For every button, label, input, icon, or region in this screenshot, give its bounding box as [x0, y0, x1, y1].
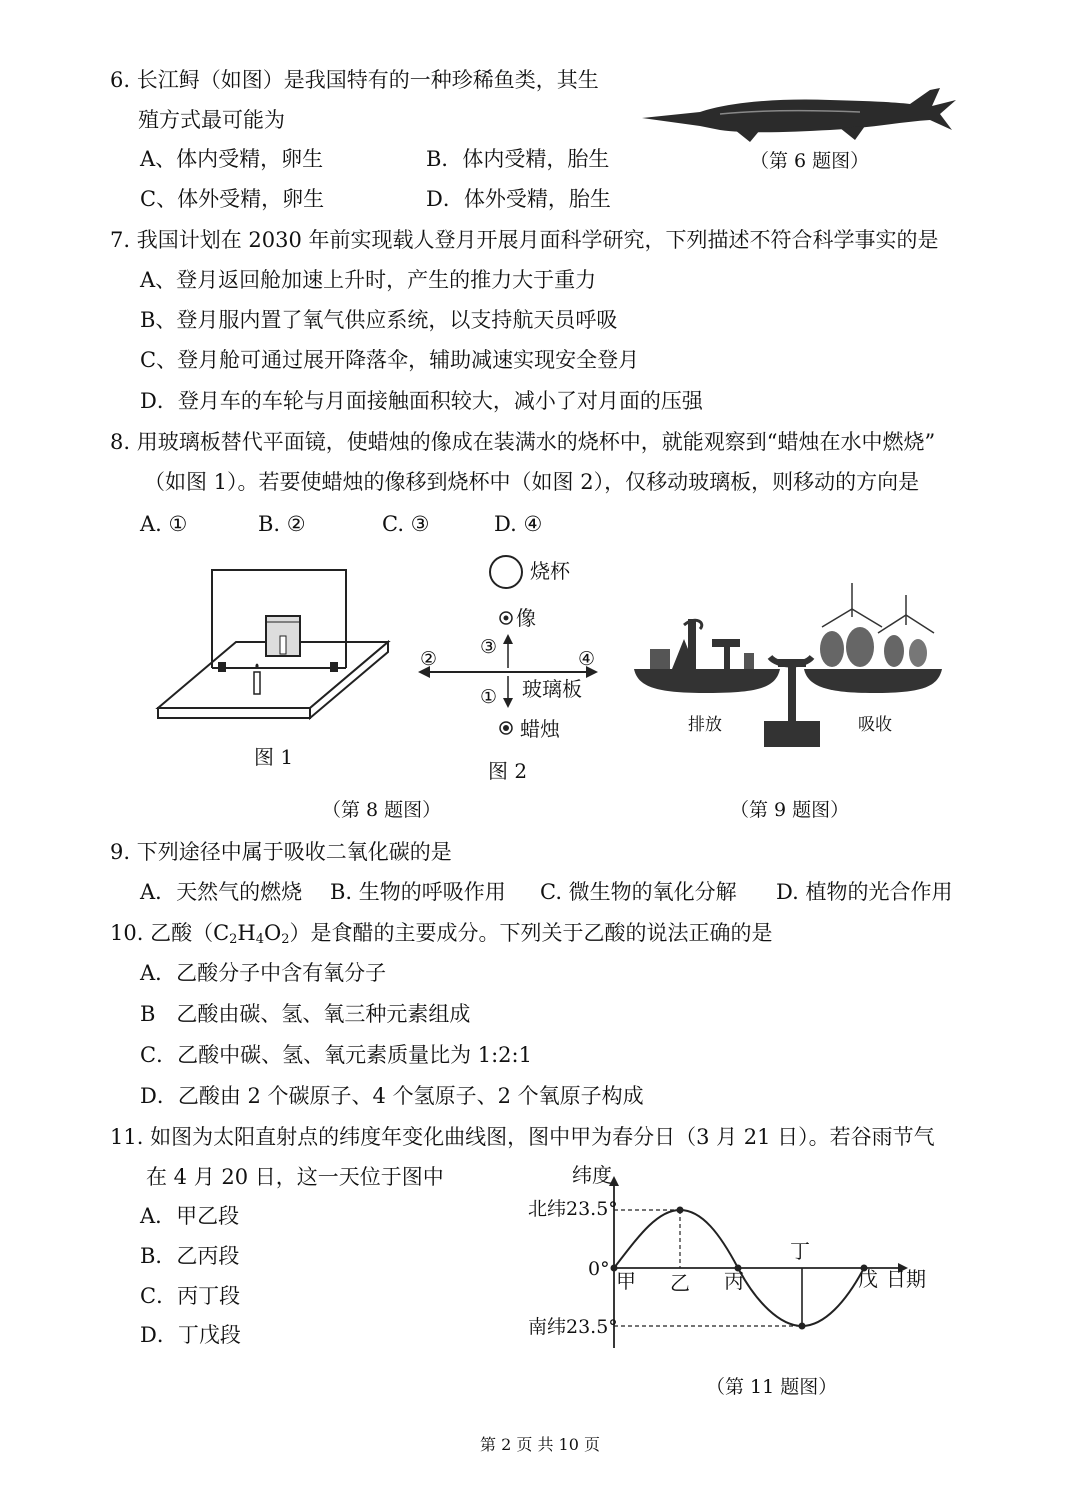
- q11-y-axis-title: 纬度: [572, 1163, 612, 1187]
- q7-option-b: B、登月服内置了氧气供应系统，以支持航天员呼吸: [140, 308, 618, 332]
- q8-arrow-4-label: ④: [578, 648, 596, 670]
- q8-figure-1: [150, 560, 400, 730]
- q8-option-c: C. ③: [382, 512, 430, 536]
- q10-stem: [110, 919, 773, 954]
- q8-fig2-glass-label: 玻璃板: [522, 677, 582, 701]
- q9-balance-figure: [628, 575, 948, 755]
- tree-icon: [820, 631, 844, 667]
- page-footer: 第 2 页 共 10 页: [480, 1435, 600, 1454]
- q10-sub-c: 2: [229, 932, 238, 947]
- candle-icon: [254, 672, 260, 694]
- pump-jack-icon: [712, 639, 740, 647]
- q6-stem-line1: 6. 长江鲟（如图）是我国特有的一种珍稀鱼类，其生: [110, 68, 599, 92]
- q6-stem-line2: 殖方式最可能为: [138, 108, 285, 132]
- q11-stem-line1: 11. 如图为太阳直射点的纬度年变化曲线图，图中甲为春分日（3 月 21 日）。若谷雨节气: [110, 1125, 935, 1149]
- beaker-circle-icon: [490, 556, 522, 588]
- q7-stem: 7. 我国计划在 2030 年前实现载人登月开展月面科学研究，下列描述不符合科学事实的是: [110, 228, 939, 252]
- q9-absorption-label: 吸收: [858, 715, 892, 735]
- q8-fig2-beaker-label: 烧杯: [530, 559, 570, 583]
- factory-icon: [650, 649, 670, 669]
- q7-option-a: A、登月返回舱加速上升时，产生的推力大于重力: [140, 268, 597, 292]
- q9-stem: 9. 下列途径中属于吸收二氧化碳的是: [110, 840, 452, 864]
- q8-stem-line2: （如图 1）。若要使蜡烛的像移到烧杯中（如图 2），仅移动玻璃板，则移动的方向是: [144, 470, 920, 494]
- q11-figure-caption: （第 11 题图）: [706, 1376, 838, 1398]
- q6-option-a: A、体内受精，卵生: [140, 147, 324, 171]
- q10-option-c: C．乙酸中碳、氢、氧元素质量比为 1:2:1: [140, 1043, 532, 1067]
- q9-option-d: D. 植物的光合作用: [776, 880, 953, 904]
- arrow-down-icon: [503, 698, 513, 708]
- q8-arrow-1-label: ①: [480, 686, 498, 708]
- q8-fig1-label: 图 1: [254, 745, 294, 769]
- q6-figure-caption: （第 6 题图）: [750, 150, 870, 172]
- q10-stem-pre: 10. 乙酸（C: [110, 921, 230, 945]
- q8-figure-caption: （第 8 题图）: [322, 799, 442, 821]
- q6-option-c: C、体外受精，卵生: [140, 187, 325, 211]
- q6-option-d: D．体外受精，胎生: [426, 187, 611, 211]
- q10-stem-h: H: [237, 921, 256, 945]
- emission-pan-icon: [634, 669, 780, 693]
- q8-fig2-image-label: 像: [516, 606, 536, 630]
- q9-option-c: C. 微生物的氧化分解: [540, 880, 737, 904]
- arrow-up-icon: [503, 634, 513, 644]
- q11-option-a: A．甲乙段: [140, 1204, 240, 1228]
- q10-stem-post: ）是食醋的主要成分。下列关于乙酸的说法正确的是: [289, 921, 773, 945]
- q10-sub-h: 4: [255, 932, 265, 947]
- q11-option-d: D．丁戊段: [140, 1323, 241, 1347]
- q8-option-b: B. ②: [258, 512, 306, 536]
- oil-derrick-icon: [688, 619, 696, 669]
- q10-option-a: A．乙酸分子中含有氧分子: [140, 961, 387, 985]
- q11-y-zero-label: 0°: [588, 1258, 610, 1280]
- q10-option-b: B 乙酸由碳、氢、氧三种元素组成: [140, 1002, 471, 1026]
- q9-option-a: A．天然气的燃烧: [140, 880, 303, 904]
- q8-option-a: A. ①: [140, 512, 188, 536]
- q6-option-b: B．体内受精，胎生: [426, 147, 610, 171]
- q10-option-d: D．乙酸由 2 个碳原子、4 个氢原子、2 个氧原子构成: [140, 1084, 644, 1108]
- sturgeon-figure: [640, 84, 960, 144]
- q8-option-d: D. ④: [494, 512, 543, 536]
- q11-option-b: B．乙丙段: [140, 1244, 240, 1268]
- q11-point-label-wu: 戊: [858, 1267, 878, 1291]
- q11-x-axis-title: 日期: [886, 1267, 926, 1291]
- absorption-pan-icon: [804, 669, 942, 693]
- q11-point-label-yi: 乙: [670, 1271, 690, 1295]
- q11-option-c: C．丙丁段: [140, 1284, 241, 1308]
- q11-point-label-jia: 甲: [616, 1269, 636, 1293]
- q8-arrow-3-label: ③: [480, 636, 498, 658]
- q8-arrow-2-label: ②: [420, 648, 438, 670]
- q11-stem-line2: 在 4 月 20 日，这一天位于图中: [146, 1165, 444, 1189]
- q10-sub-o: 2: [281, 932, 290, 947]
- q7-option-d: D．登月车的车轮与月面接触面积较大，减小了对月面的压强: [140, 389, 703, 413]
- balance-post-icon: [788, 667, 796, 721]
- point-yi: [677, 1207, 684, 1214]
- q8-stem-line1: 8. 用玻璃板替代平面镜，使蜡烛的像成在装满水的烧杯中，就能观察到“蜡烛在水中燃烧”: [110, 430, 936, 454]
- q9-option-b: B. 生物的呼吸作用: [330, 880, 506, 904]
- q11-point-label-ding: 丁: [790, 1239, 810, 1263]
- q9-emission-label: 排放: [688, 715, 722, 735]
- q10-stem-o: O: [264, 921, 282, 945]
- q11-y-south-label: 南纬23.5°: [528, 1316, 618, 1338]
- q8-fig2-candle-label: 蜡烛: [520, 717, 560, 741]
- q7-option-c: C、登月舱可通过展开降落伞，辅助减速实现安全登月: [140, 348, 640, 372]
- q9-figure-caption: （第 9 题图）: [730, 799, 850, 821]
- point-ding: [799, 1323, 806, 1330]
- q8-fig2-label: 图 2: [488, 759, 528, 783]
- q11-point-label-bing: 丙: [724, 1269, 744, 1293]
- q11-y-north-label: 北纬23.5°: [528, 1198, 618, 1220]
